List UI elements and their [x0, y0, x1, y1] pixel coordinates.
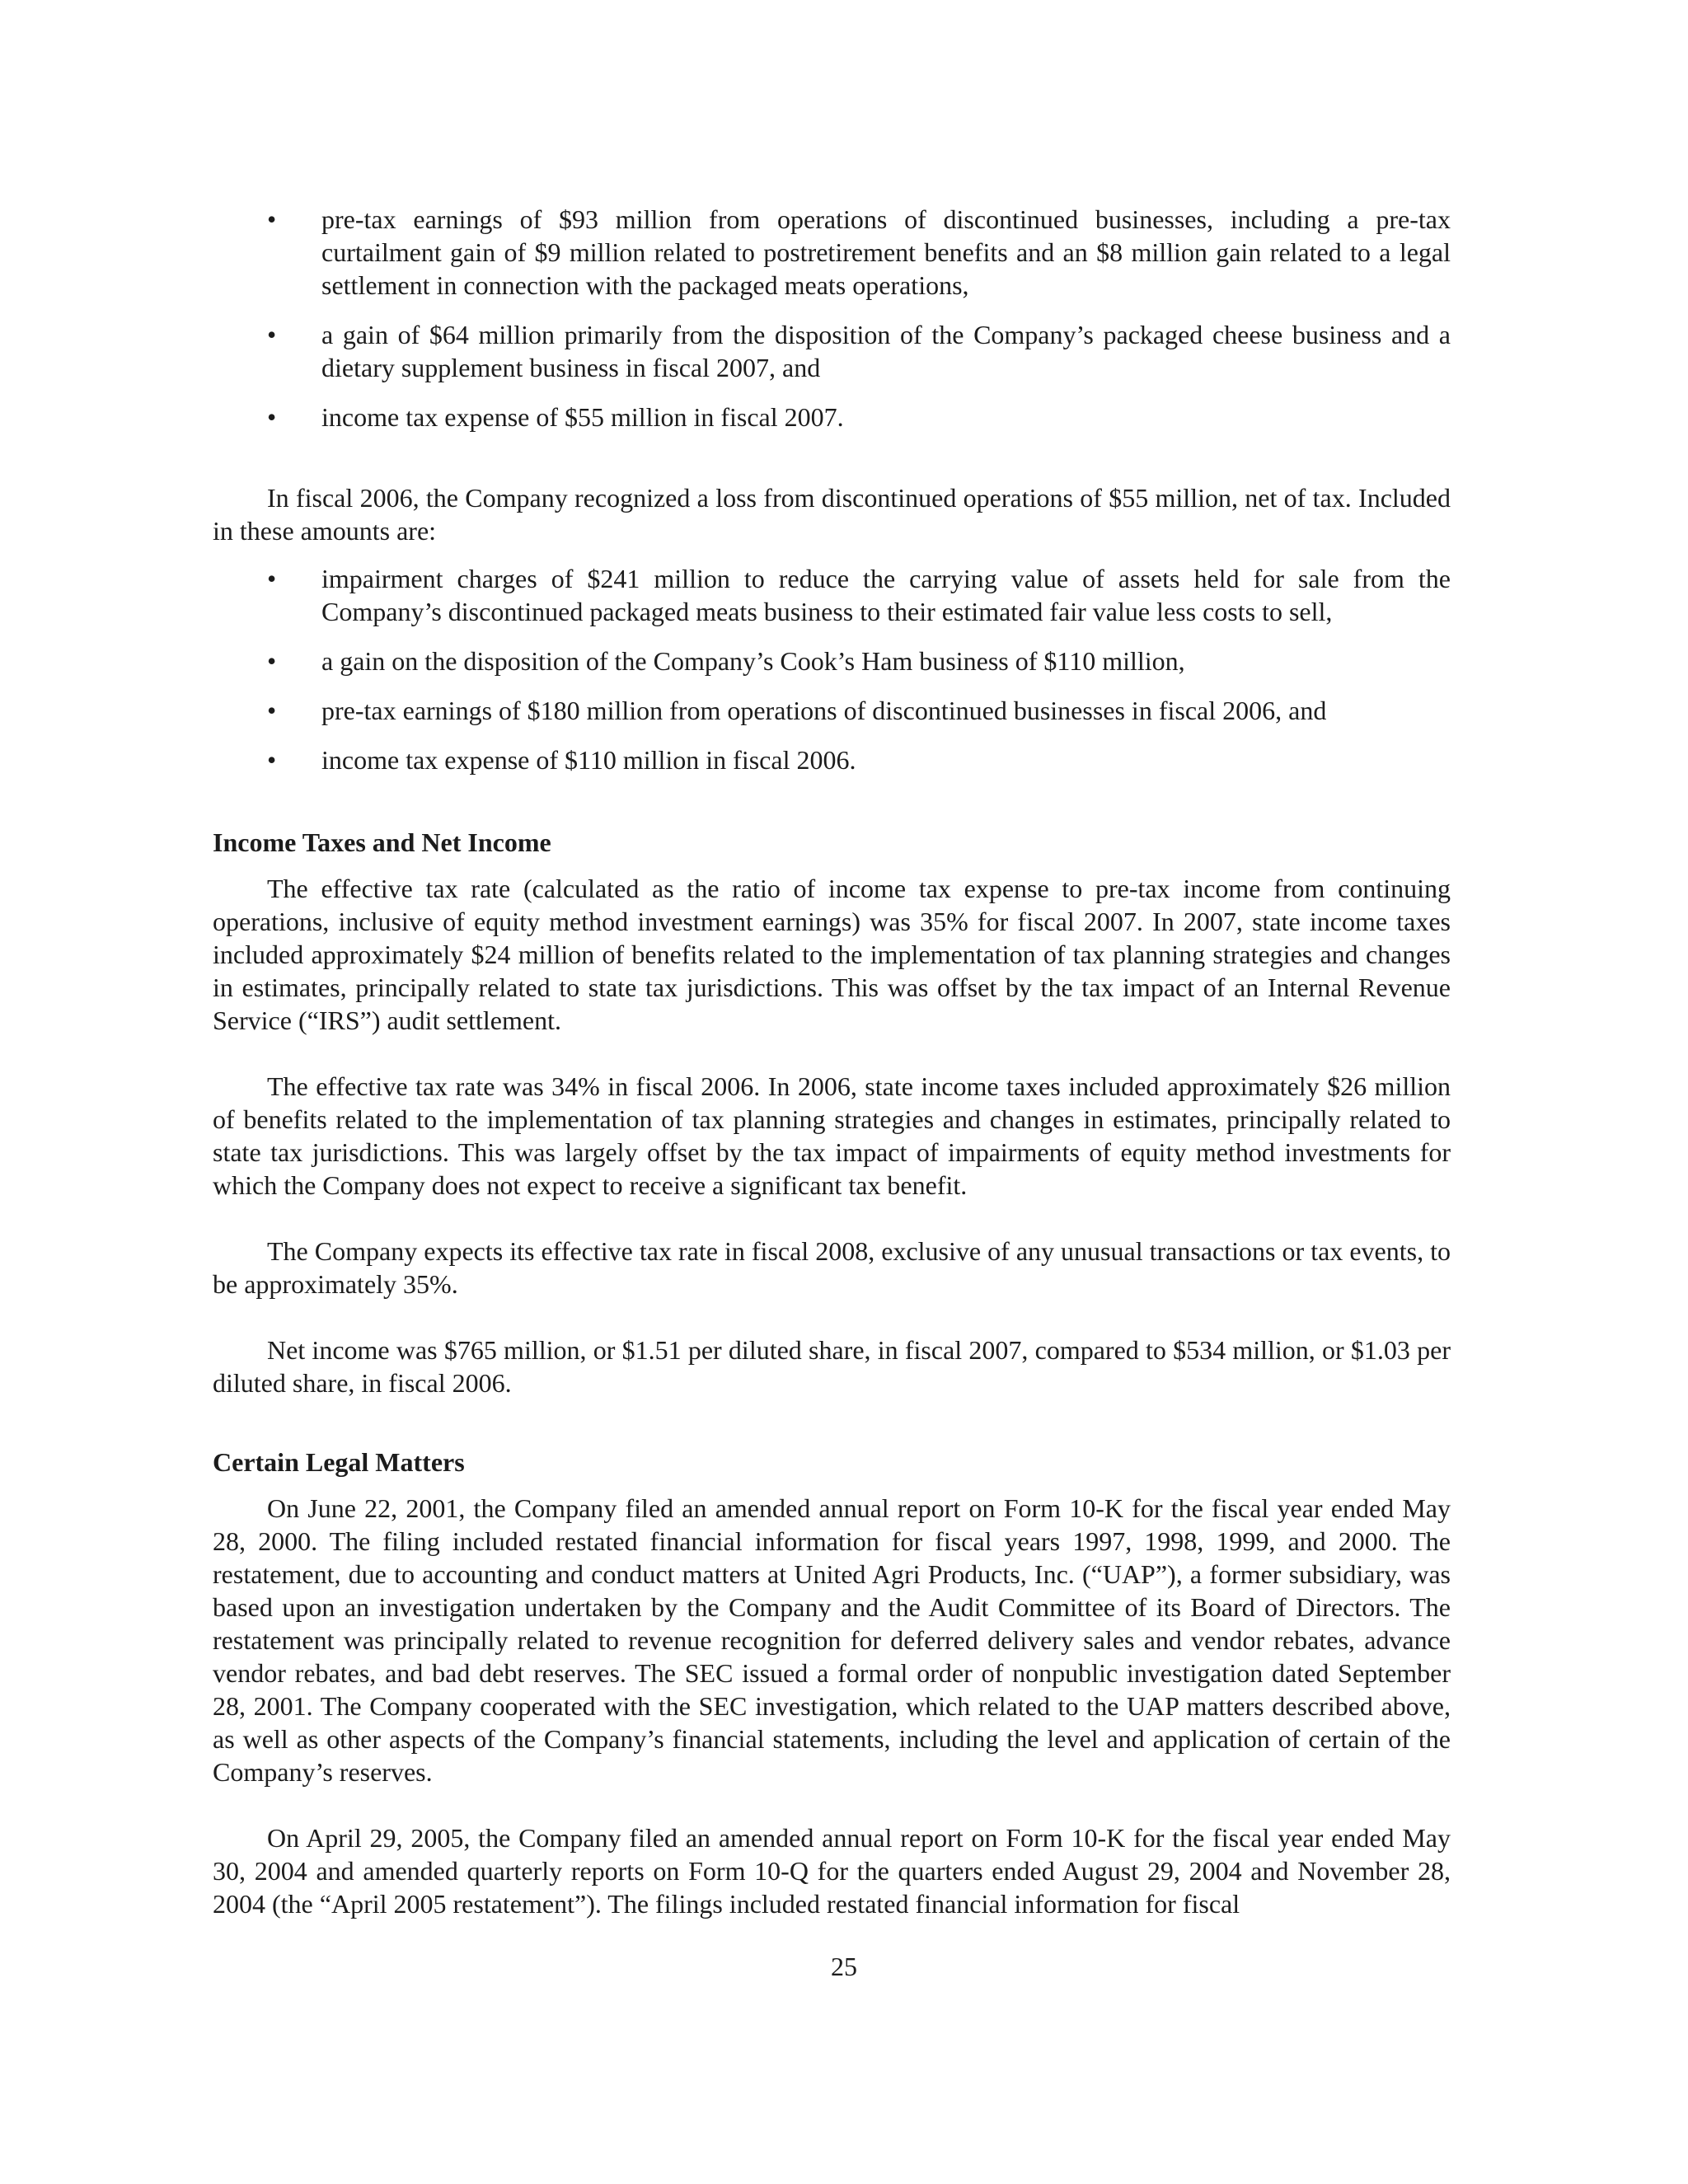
bullet-text: pre-tax earnings of $93 million from operations of discontinued businesses, including a pre-tax curtailment gain of $9 million related to postretirement benefits and an $8 million gain related to a legal settlement in connection with the packaged meats operations, — [321, 204, 1451, 300]
bullet-list-discontinued-2007 — [213, 203, 1451, 434]
section-heading-legal-matters: Certain Legal Matters — [213, 1447, 465, 1477]
bullet-list-discontinued-2006 — [213, 562, 1451, 776]
bullet-text: a gain of $64 million primarily from the disposition of the Company’s packaged cheese business and a dietary supplement business in fiscal 2007, and — [321, 320, 1451, 382]
document-page — [213, 203, 1451, 1920]
bullet-marker: • — [267, 402, 277, 432]
bullet-item — [213, 203, 1451, 302]
bullet-text: income tax expense of $55 million in fiscal 2007. — [321, 402, 844, 432]
paragraph-fiscal-2006-intro: In fiscal 2006, the Company recognized a loss from discontinued operations of $55 million, net of tax. Included in these amounts are: — [213, 483, 1451, 546]
paragraph: The effective tax rate (calculated as the ratio of income tax expense to pre-tax income from continuing operations, inclusive of equity method investment earnings) was 35% for fiscal 2007. In 2007, state income taxes included approximately $24 million of benefits related to the implementation of tax planning strategies and changes in estimates, principally related to state tax jurisdictions. This was offset by the tax impact of an Internal Revenue Service (“IRS”) audit settlement. — [213, 874, 1451, 1035]
bullet-item — [213, 644, 1451, 677]
bullet-item — [213, 694, 1451, 727]
section-heading-income-taxes: Income Taxes and Net Income — [213, 827, 551, 857]
paragraph: Net income was $765 million, or $1.51 per diluted share, in fiscal 2007, compared to $534 million, or $1.03 per diluted share, in fiscal 2006. — [213, 1335, 1451, 1398]
bullet-marker: • — [267, 204, 277, 234]
bullet-marker: • — [267, 696, 277, 725]
bullet-text: a gain on the disposition of the Company’s Cook’s Ham business of $110 million, — [321, 646, 1185, 676]
page-number: 25 — [831, 1952, 857, 1981]
paragraph: On April 29, 2005, the Company filed an amended annual report on Form 10-K for the fiscal year ended May 30, 2004 and amended quarterly reports on Form 10-Q for the quarters ended August 29, 2004 and November 28, 2004 (the “April 2005 restatement”). The filings included restated financial information for fiscal — [213, 1823, 1451, 1919]
bullet-marker: • — [267, 564, 277, 593]
bullet-marker: • — [267, 745, 277, 775]
paragraph: The effective tax rate was 34% in fiscal 2006. In 2006, state income taxes included approximately $26 million of benefits related to the implementation of tax planning strategies and changes in estimates, principally related to state tax jurisdictions. This was largely offset by the tax impact of impairments of equity method investments for which the Company does not expect to receive a significant tax benefit. — [213, 1071, 1451, 1200]
bullet-item — [213, 318, 1451, 384]
paragraph: On June 22, 2001, the Company filed an amended annual report on Form 10-K for the fiscal year ended May 28, 2000. The filing included restated financial information for fiscal years 1997, 1998, 1999, and 2000. The restatement, due to accounting and conduct matters at United Agri Products, Inc. (“UAP”), a former subsidiary, was based upon an investigation undertaken by the Company and the Audit Committee of its Board of Directors. The restatement was principally related to revenue recognition for deferred delivery sales and vendor rebates, advance vendor rebates, and bad debt reserves. The SEC issued a formal order of nonpublic investigation dated September 28, 2001. The Company cooperated with the SEC investigation, which related to the UAP matters described above, as well as other aspects of the Company’s financial statements, including the level and application of certain of the Company’s reserves. — [213, 1493, 1451, 1787]
bullet-text: impairment charges of $241 million to reduce the carrying value of assets held for sale from the Company’s discontinued packaged meats business to their estimated fair value less costs to sell, — [321, 564, 1451, 626]
bullet-item — [213, 401, 1451, 434]
bullet-item — [213, 562, 1451, 628]
bullet-marker: • — [267, 320, 277, 349]
bullet-item — [213, 743, 1451, 776]
bullet-marker: • — [267, 646, 277, 676]
bullet-text: pre-tax earnings of $180 million from operations of discontinued businesses in fiscal 2006, and — [321, 696, 1327, 725]
paragraph: The Company expects its effective tax rate in fiscal 2008, exclusive of any unusual transactions or tax events, to be approximately 35%. — [213, 1236, 1451, 1299]
bullet-text: income tax expense of $110 million in fiscal 2006. — [321, 745, 856, 775]
